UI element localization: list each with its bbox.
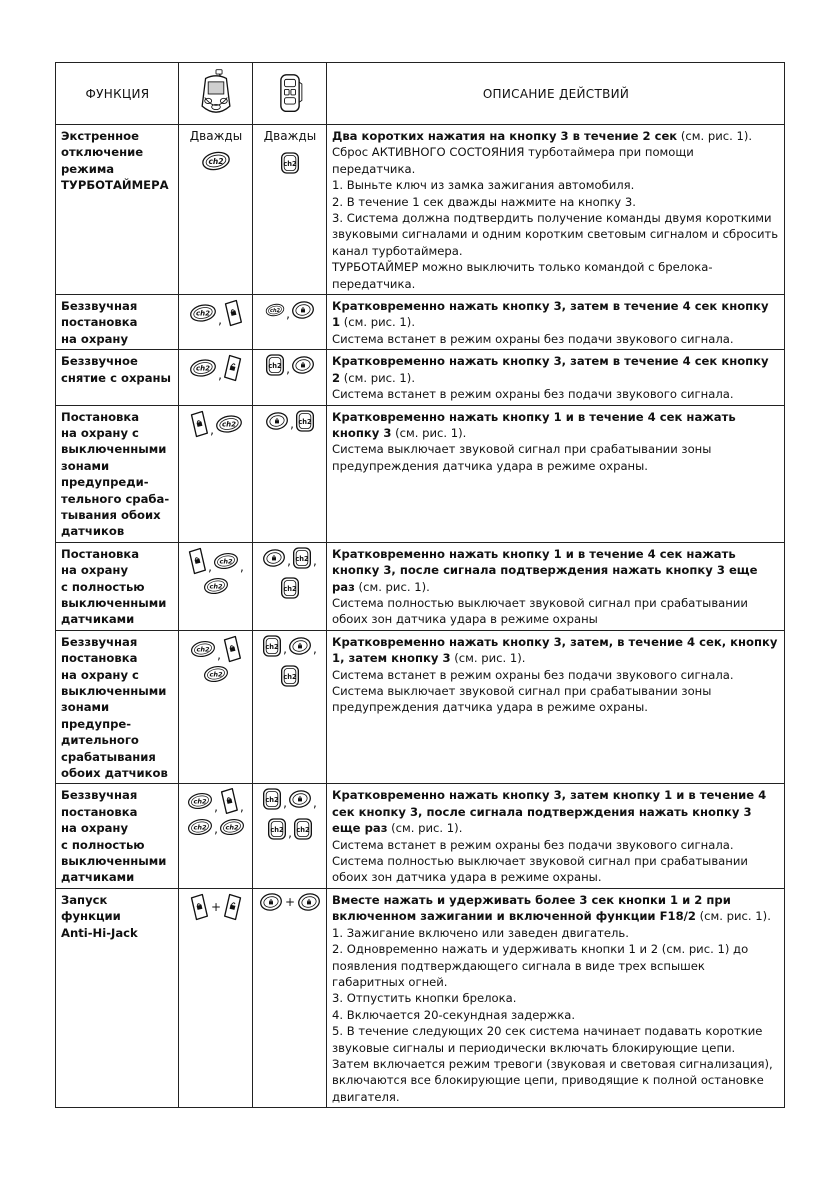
remote1-buttons: + (179, 888, 253, 1107)
remote2-buttons: , , (253, 542, 327, 630)
ch2-button-icon (280, 664, 300, 688)
lcd-remote-icon (196, 68, 236, 120)
header-function: ФУНКЦИЯ (56, 63, 179, 125)
unlock-button-icon (291, 355, 315, 375)
table-row (56, 350, 785, 405)
lock-button-icon (265, 411, 289, 431)
ch2-button-icon (267, 817, 287, 841)
table-row (56, 630, 785, 784)
unlock-button-icon (223, 892, 243, 922)
unlock-button-icon (297, 892, 321, 912)
function-cell: Беззвучная постановка на охрану (56, 295, 179, 350)
lock-button-icon (288, 636, 312, 656)
twice-label: Дважды (189, 129, 243, 143)
unlock-button-icon (223, 353, 243, 383)
remote2-buttons: , , (253, 630, 327, 784)
description-cell: Кратковременно нажать кнопку 3, затем кнопку 1 и в течение 4 сек кнопку 3, после сигнала подтверждения нажать кнопку 3 еще раз (см. рис. 1). Система встанет в режим охраны без подачи звукового сигнала. Система полностью выключает звуковой сигнал при срабатывании обоих зон датчика удара в режиме охраны. (327, 784, 785, 888)
remote2-buttons: , (253, 350, 327, 405)
twice-label: Дважды (263, 129, 317, 143)
function-cell: Постановка на охрану с выключенными зонами предупреди- тельного сраба- тывания обоих датчиков (56, 405, 179, 542)
header-remote2 (253, 63, 327, 125)
ch2-button-icon (213, 551, 239, 571)
small-remote-icon (276, 73, 304, 115)
ch2-button-icon (280, 150, 300, 176)
remote1-buttons (179, 125, 253, 295)
remote2-buttons: , , , (253, 784, 327, 888)
remote1-buttons: , (179, 350, 253, 405)
table-row (56, 542, 785, 630)
ch2-button-icon (265, 298, 285, 322)
remote1-buttons: , , (179, 542, 253, 630)
ch2-button-icon (265, 353, 285, 377)
description-cell: Кратковременно нажать кнопку 1 и в течение 4 сек нажать кнопку 3, после сигнала подтверждения нажать кнопку 3 еще раз (см. рис. 1). Система полностью выключает звуковой сигнал при срабатывании обоих зон датчика удара в режиме охраны (327, 542, 785, 630)
function-cell: Постановка на охрану с полностью выключенными датчиками (56, 542, 179, 630)
functions-table (55, 62, 785, 1108)
table-row (56, 784, 785, 888)
ch2-button-icon (262, 634, 282, 658)
header-row (56, 63, 785, 125)
description-cell: Вместе нажать и удерживать более 3 сек кнопки 1 и 2 при включенном зажигании и включенной функции F18/2 (см. рис. 1). 1. Зажигание включено или заведен двигатель. 2. Одновременно нажать и удерживать кнопки 1 и 2 (см. рис. 1) до появления подтверждающего сигнала в виде трех вспышек габаритных огней. 3. Отпустить кнопки брелока. 4. Включается 20-секундная задержка. 5. В течение следующих 20 сек система начинает подавать короткие звуковые сигналы и периодически включать блокирующие цепи. Затем включается режим тревоги (звуковая и световая сигнализация), включаются все блокирующие цепи, приводящие к полной остановке двигателя. (327, 888, 785, 1107)
function-cell: Беззвучная постановка на охрану с полностью выключенными датчиками (56, 784, 179, 888)
ch2-button-icon (215, 413, 243, 435)
remote1-buttons: , (179, 630, 253, 784)
header-description: ОПИСАНИЕ ДЕЙСТВИЙ (327, 63, 785, 125)
table-row (56, 295, 785, 350)
function-cell: Экстренное отключение режима ТУРБОТАЙМЕРА (56, 125, 179, 295)
ch2-button-icon (203, 664, 229, 684)
function-cell: Беззвучное снятие с охраны (56, 350, 179, 405)
function-cell: Беззвучная постановка на охрану с выключенными зонами предупре- дительного срабатывания обоих датчиков (56, 630, 179, 784)
table-row (56, 405, 785, 542)
description-cell: Кратковременно нажать кнопку 3, затем, в течение 4 сек, кнопку 1, затем кнопку 3 (см. рис. 1). Система встанет в режим охраны без подачи звукового сигнала. Система выключает звуковой сигнал при срабатывании зоны предупреждения датчика удара в режиме охраны. (327, 630, 785, 784)
header-remote1 (179, 63, 253, 125)
lock-button-icon (187, 546, 207, 576)
remote1-buttons: , (179, 295, 253, 350)
ch2-button-icon (187, 817, 213, 837)
table-row (56, 888, 785, 1107)
ch2-button-icon (280, 576, 300, 600)
lock-button-icon (288, 789, 312, 809)
ch2-button-icon (292, 546, 312, 570)
remote1-buttons: , , , (179, 784, 253, 888)
ch2-button-icon (190, 639, 216, 659)
description-cell: Два коротких нажатия на кнопку 3 в течение 2 сек (см. рис. 1). Сброс АКТИВНОГО СОСТОЯНИЯ турботаймера при помощи передатчика. 1. Выньте ключ из замка зажигания автомобиля. 2. В течение 1 сек дважды нажмите на кнопку 3. 3. Система должна подтвердить получение команды двумя короткими звуковыми сигналами и одним коротким световым сигналом и сбросить канал турботаймера. ТУРБОТАЙМЕР можно выключить только командой с брелока-передатчика. (327, 125, 785, 295)
lock-button-icon (262, 548, 286, 568)
lock-button-icon (223, 298, 243, 328)
description-cell: Кратковременно нажать кнопку 3, затем в течение 4 сек кнопку 1 (см. рис. 1). Система встанет в режим охраны без подачи звукового сигнала. (327, 295, 785, 350)
lock-button-icon (219, 787, 239, 815)
description-cell: Кратковременно нажать кнопку 1 и в течение 4 сек нажать кнопку 3 (см. рис. 1). Система выключает звуковой сигнал при срабатывании зоны предупреждения датчика удара в режиме охраны. (327, 405, 785, 542)
ch2-button-icon (189, 302, 217, 324)
ch2-button-icon (295, 409, 315, 433)
ch2-button-icon (293, 817, 313, 841)
remote1-buttons: , (179, 405, 253, 542)
ch2-button-icon (187, 791, 213, 811)
ch2-button-icon (203, 576, 229, 596)
table-row (56, 125, 785, 295)
ch2-button-icon (189, 357, 217, 379)
lock-button-icon (222, 634, 242, 664)
description-cell: Кратковременно нажать кнопку 3, затем в течение 4 сек кнопку 2 (см. рис. 1). Система встанет в режим охраны без подачи звукового сигнала. (327, 350, 785, 405)
remote2-buttons (253, 125, 327, 295)
ch2-button-icon (262, 787, 282, 811)
ch2-button-icon (219, 817, 245, 837)
function-cell: Запуск функции Anti-Hi-Jack (56, 888, 179, 1107)
remote2-buttons: , (253, 295, 327, 350)
lock-button-icon (259, 892, 283, 912)
remote2-buttons: + (253, 888, 327, 1107)
lock-button-icon (189, 409, 209, 439)
remote2-buttons: , (253, 405, 327, 542)
ch2-button-icon (201, 150, 231, 172)
lock-button-icon (189, 892, 209, 922)
lock-button-icon (291, 300, 315, 320)
